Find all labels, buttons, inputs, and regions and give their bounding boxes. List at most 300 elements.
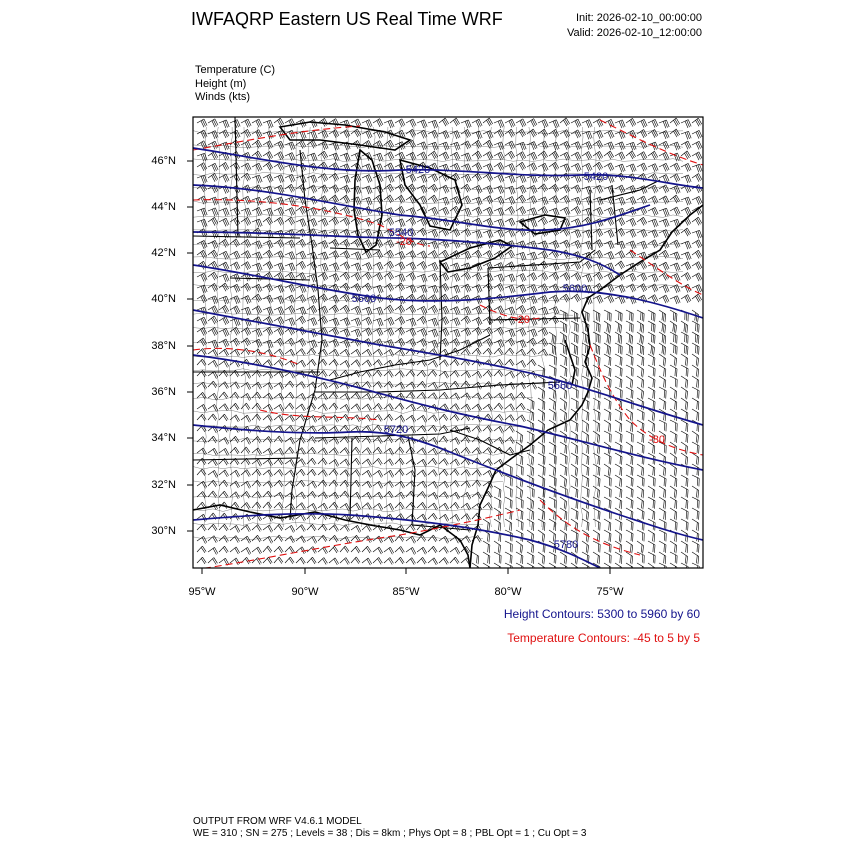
wind-barb-flag bbox=[291, 349, 294, 355]
wind-barb bbox=[494, 327, 504, 335]
wind-barb-flag bbox=[498, 164, 501, 170]
wind-barb bbox=[208, 340, 218, 348]
wind-barb bbox=[329, 217, 339, 225]
wind-barb-shaft bbox=[340, 294, 346, 299]
wind-barb bbox=[483, 305, 493, 313]
wind-barb-flag bbox=[401, 327, 404, 333]
wind-barb bbox=[670, 118, 680, 126]
wind-barb-flag bbox=[554, 273, 557, 279]
wind-barb-flag bbox=[478, 173, 481, 179]
wind-barb bbox=[208, 151, 218, 159]
wind-barb-flag bbox=[510, 152, 513, 158]
wind-barb bbox=[648, 263, 658, 271]
wind-barb bbox=[395, 119, 405, 127]
wind-barb bbox=[351, 306, 361, 314]
wind-barb bbox=[274, 175, 284, 183]
wind-barb bbox=[615, 197, 625, 205]
wind-barb-flag bbox=[289, 329, 292, 335]
wind-barb bbox=[494, 196, 504, 204]
wind-barb-shaft bbox=[571, 332, 578, 336]
wind-barb bbox=[274, 285, 284, 293]
wind-barb bbox=[318, 151, 328, 159]
wind-barb-flag bbox=[410, 131, 413, 137]
wind-barb-flag bbox=[466, 130, 469, 136]
wind-barb-flag bbox=[608, 346, 609, 354]
wind-barb-shaft bbox=[208, 272, 214, 277]
wind-barb-flag bbox=[486, 120, 489, 126]
wind-barb bbox=[472, 250, 482, 258]
wind-barb-flag bbox=[389, 273, 392, 279]
wind-barb-flag bbox=[596, 312, 597, 320]
wind-barb bbox=[439, 328, 449, 336]
wind-barb-flag bbox=[543, 218, 546, 224]
wind-barb-flag bbox=[522, 349, 525, 355]
wind-barb bbox=[296, 131, 306, 139]
wind-barb-flag bbox=[267, 164, 270, 170]
wind-barb-flag bbox=[674, 120, 677, 126]
wind-barb bbox=[219, 239, 229, 247]
wind-barb-flag bbox=[684, 323, 685, 331]
wind-barb bbox=[340, 207, 350, 215]
wind-barb bbox=[560, 354, 567, 366]
wind-barb-flag bbox=[631, 119, 634, 125]
wind-barb-flag bbox=[543, 350, 546, 356]
wind-barb bbox=[681, 163, 691, 171]
wind-barb bbox=[307, 305, 317, 313]
wind-barb bbox=[670, 174, 680, 182]
wind-barb-shaft bbox=[439, 118, 445, 123]
wind-barb-flag bbox=[389, 262, 392, 268]
wind-barb bbox=[362, 307, 372, 315]
wind-barb-flag bbox=[258, 349, 261, 355]
wind-barb-flag bbox=[663, 346, 664, 354]
wind-barb-flag bbox=[279, 119, 282, 125]
wind-barb-flag bbox=[632, 336, 633, 344]
wind-barb-flag bbox=[566, 118, 569, 124]
wind-barb-flag bbox=[245, 131, 248, 137]
wind-barb-flag bbox=[673, 131, 676, 137]
wind-barb-flag bbox=[235, 350, 238, 356]
wind-barb bbox=[648, 219, 658, 227]
wind-barb-flag bbox=[355, 241, 358, 247]
wind-barb-flag bbox=[697, 335, 698, 343]
wind-barb bbox=[472, 163, 482, 171]
wind-barb bbox=[241, 119, 251, 127]
wind-barb bbox=[648, 185, 658, 193]
wind-barb bbox=[593, 140, 603, 148]
wind-barb bbox=[417, 120, 427, 128]
wind-barb-flag bbox=[610, 326, 611, 334]
wind-barb bbox=[340, 318, 350, 326]
wind-barb-flag bbox=[642, 262, 645, 268]
wind-barb bbox=[417, 328, 427, 336]
wind-barb-flag bbox=[588, 358, 589, 366]
wind-barb-flag bbox=[225, 283, 228, 289]
wind-barb-flag bbox=[279, 328, 282, 334]
wind-barb-flag bbox=[278, 219, 281, 225]
wind-barb-flag bbox=[488, 339, 491, 345]
wind-barb-shaft bbox=[516, 195, 522, 200]
wind-barb-flag bbox=[675, 313, 676, 321]
wind-barb bbox=[637, 343, 644, 355]
wind-barb bbox=[285, 240, 295, 248]
wind-barb bbox=[637, 310, 644, 322]
wind-barb bbox=[648, 332, 655, 344]
wind-barb-shaft bbox=[538, 349, 544, 354]
wind-barb bbox=[450, 329, 460, 337]
wind-barb bbox=[516, 162, 526, 170]
wind-barb-flag bbox=[676, 129, 679, 135]
wind-barb bbox=[527, 119, 537, 127]
wind-barb bbox=[329, 339, 339, 347]
wind-barb-shaft bbox=[516, 162, 522, 167]
wind-barb-flag bbox=[598, 152, 601, 158]
wind-barb-flag bbox=[521, 196, 524, 202]
wind-barb-flag bbox=[564, 274, 567, 280]
wind-barb-flag bbox=[312, 306, 315, 312]
wind-barb-flag bbox=[695, 296, 698, 302]
wind-barb bbox=[538, 129, 548, 137]
wind-barb-flag bbox=[501, 162, 504, 168]
wind-barb bbox=[373, 185, 383, 193]
wind-barb-flag bbox=[379, 349, 382, 355]
wind-barb bbox=[318, 241, 328, 249]
wind-barb-flag bbox=[489, 118, 492, 124]
wind-barb-flag bbox=[453, 120, 456, 126]
wind-barb-flag bbox=[609, 152, 612, 158]
wind-barb-shaft bbox=[593, 343, 600, 347]
wind-barb-flag bbox=[335, 239, 338, 245]
wind-barb-flag bbox=[630, 335, 631, 343]
wind-barb-shaft bbox=[692, 294, 698, 299]
wind-barb-flag bbox=[236, 239, 239, 245]
wind-barb bbox=[483, 164, 493, 172]
wind-barb bbox=[395, 195, 405, 203]
wind-barb bbox=[692, 196, 702, 204]
wind-barb-flag bbox=[489, 327, 492, 333]
wind-barb bbox=[494, 274, 504, 282]
wind-barb-flag bbox=[354, 131, 357, 137]
wind-barb-shaft bbox=[648, 310, 655, 314]
wind-barb-flag bbox=[302, 349, 306, 355]
wind-barb bbox=[384, 217, 394, 225]
wind-barb bbox=[604, 321, 611, 333]
wind-barb bbox=[417, 251, 427, 259]
wind-barb-shaft bbox=[230, 239, 236, 244]
wind-barb bbox=[252, 306, 262, 314]
wind-barb-flag bbox=[676, 118, 679, 124]
wind-barb-flag bbox=[434, 305, 437, 311]
wind-barb-flag bbox=[543, 130, 546, 136]
wind-barb bbox=[417, 218, 427, 226]
wind-barb bbox=[340, 251, 350, 259]
wind-barb bbox=[604, 310, 611, 321]
wind-barb-flag bbox=[390, 261, 393, 267]
wind-barb bbox=[241, 129, 251, 137]
wind-barb bbox=[296, 175, 306, 183]
wind-barb-flag bbox=[586, 335, 587, 343]
wind-barb-flag bbox=[676, 326, 677, 334]
wind-barb bbox=[428, 305, 438, 313]
wind-barb-flag bbox=[696, 120, 699, 126]
wind-barb bbox=[197, 295, 207, 303]
wind-barb bbox=[681, 228, 691, 236]
wind-barb bbox=[483, 207, 493, 215]
wind-barb-flag bbox=[213, 152, 216, 158]
wind-barb-flag bbox=[213, 251, 216, 257]
wind-barb-flag bbox=[509, 340, 512, 346]
wind-barb-flag bbox=[487, 175, 490, 181]
wind-barb bbox=[692, 273, 702, 281]
wind-barb-flag bbox=[695, 313, 696, 321]
wind-barb bbox=[626, 310, 633, 322]
wind-barb-flag bbox=[696, 219, 699, 225]
wind-barb bbox=[208, 296, 218, 304]
wind-barb-flag bbox=[399, 208, 402, 214]
wind-barb-flag bbox=[410, 307, 413, 313]
wind-barb bbox=[560, 294, 570, 302]
wind-barb-flag bbox=[588, 261, 591, 267]
wind-barb bbox=[461, 229, 471, 237]
wind-barb-flag bbox=[563, 345, 564, 353]
wind-barb-flag bbox=[323, 350, 326, 356]
wind-barb bbox=[582, 152, 592, 160]
wind-barb-flag bbox=[410, 219, 413, 225]
wind-barb bbox=[538, 151, 548, 159]
wind-barb-flag bbox=[398, 285, 401, 291]
wind-barb bbox=[505, 119, 515, 127]
wind-barb bbox=[527, 329, 537, 337]
wind-barb bbox=[362, 141, 372, 149]
wind-barb-flag bbox=[344, 307, 347, 313]
wind-barb-flag bbox=[213, 174, 216, 180]
wind-barb-flag bbox=[433, 185, 436, 191]
wind-barb-flag bbox=[389, 218, 392, 224]
wind-barb-flag bbox=[410, 296, 413, 302]
wind-barb-flag bbox=[544, 129, 547, 135]
wind-barb-flag bbox=[498, 318, 501, 324]
wind-barb bbox=[461, 153, 471, 161]
wind-barb bbox=[538, 163, 548, 171]
wind-barb bbox=[241, 208, 251, 216]
wind-barb bbox=[274, 296, 284, 304]
wind-barb bbox=[549, 162, 559, 170]
wind-barb bbox=[296, 294, 306, 302]
wind-barb-flag bbox=[248, 327, 251, 333]
wind-barb bbox=[615, 152, 625, 160]
wind-barb bbox=[659, 196, 669, 204]
wind-barb-flag bbox=[476, 153, 479, 159]
wind-barb-flag bbox=[478, 151, 481, 157]
wind-barb-flag bbox=[445, 250, 448, 256]
wind-barb-flag bbox=[544, 151, 547, 157]
wind-barb-flag bbox=[554, 152, 557, 158]
wind-barb bbox=[274, 327, 284, 335]
wind-barb bbox=[560, 141, 570, 149]
wind-barb bbox=[681, 252, 691, 260]
wind-barb-flag bbox=[270, 316, 273, 322]
wind-barb bbox=[571, 142, 581, 150]
wind-barb bbox=[362, 130, 372, 138]
wind-barb bbox=[527, 263, 537, 271]
wind-barb-flag bbox=[387, 197, 391, 203]
wind-barb-flag bbox=[663, 324, 664, 332]
wind-barb-flag bbox=[389, 196, 393, 202]
wind-barb bbox=[197, 273, 207, 281]
wind-barb-flag bbox=[356, 284, 359, 290]
wind-barb-flag bbox=[565, 295, 568, 301]
wind-barb-flag bbox=[564, 230, 567, 236]
wind-barb bbox=[219, 283, 229, 291]
wind-barb-flag bbox=[655, 129, 658, 135]
wind-barb-flag bbox=[610, 347, 611, 355]
wind-barb bbox=[384, 317, 394, 325]
wind-barb-flag bbox=[643, 347, 644, 355]
wind-barb bbox=[450, 196, 460, 204]
wind-barb-flag bbox=[390, 217, 393, 223]
wind-barb bbox=[241, 217, 251, 225]
wind-barb-flag bbox=[465, 274, 468, 280]
wind-barb-flag bbox=[640, 335, 641, 343]
wind-barb-flag bbox=[278, 120, 281, 126]
wind-barb-flag bbox=[487, 142, 490, 148]
wind-barb-flag bbox=[553, 186, 556, 192]
wind-barb-flag bbox=[464, 318, 467, 324]
wind-barb-flag bbox=[555, 162, 558, 168]
field-label-temperature: Temperature (C) bbox=[195, 64, 276, 76]
wind-barb bbox=[549, 129, 559, 137]
wind-barb-flag bbox=[200, 340, 203, 346]
wind-barb-flag bbox=[523, 305, 526, 311]
wind-barb-flag bbox=[597, 153, 600, 159]
wind-barb-flag bbox=[212, 219, 215, 225]
wind-barb bbox=[417, 152, 427, 160]
wind-barb bbox=[384, 195, 394, 203]
wind-barb-flag bbox=[576, 295, 579, 301]
wind-barb bbox=[637, 152, 647, 160]
wind-barb bbox=[505, 141, 515, 149]
wind-barb bbox=[681, 120, 691, 128]
wind-barb-flag bbox=[641, 324, 642, 332]
wind-barb-shaft bbox=[571, 310, 578, 314]
wind-barb-flag bbox=[278, 329, 281, 335]
wind-barb-flag bbox=[665, 314, 666, 322]
wind-barb-flag bbox=[676, 195, 679, 201]
wind-barb bbox=[384, 305, 394, 313]
wind-barb-flag bbox=[236, 140, 240, 146]
wind-barb bbox=[505, 348, 514, 355]
wind-barb bbox=[428, 340, 438, 348]
wind-barb bbox=[406, 217, 416, 225]
wind-barb-flag bbox=[510, 339, 513, 345]
wind-barb-flag bbox=[520, 307, 523, 313]
wind-barb-flag bbox=[399, 175, 402, 181]
wind-barb bbox=[692, 164, 702, 172]
wind-barb-flag bbox=[246, 130, 249, 136]
wind-barb-flag bbox=[664, 273, 667, 279]
wind-barb bbox=[461, 307, 471, 315]
wind-barb-flag bbox=[541, 219, 544, 225]
wind-barb-flag bbox=[268, 163, 271, 169]
wind-barb-flag bbox=[676, 314, 677, 322]
wind-barb bbox=[538, 120, 548, 128]
wind-barb bbox=[571, 185, 581, 193]
wind-barb-flag bbox=[214, 261, 217, 267]
wind-barb-flag bbox=[312, 141, 315, 147]
wind-barb-shaft bbox=[384, 184, 390, 189]
wind-barb-flag bbox=[369, 239, 372, 245]
wind-barb-flag bbox=[367, 350, 370, 356]
wind-barb-flag bbox=[388, 219, 391, 225]
wind-barb-flag bbox=[335, 305, 338, 311]
wind-barb-flag bbox=[563, 120, 566, 126]
wind-barb-flag bbox=[300, 241, 303, 247]
wind-barb bbox=[571, 321, 578, 332]
wind-barb bbox=[670, 207, 680, 215]
init-value: 2026-02-10_00:00:00 bbox=[596, 12, 702, 24]
wind-barb-flag bbox=[574, 312, 575, 320]
wind-barb bbox=[505, 151, 515, 159]
wind-barb-flag bbox=[698, 294, 701, 300]
wind-barb-flag bbox=[553, 131, 556, 137]
wind-barb-flag bbox=[620, 229, 623, 235]
wind-barb bbox=[494, 229, 504, 237]
wind-barb-flag bbox=[512, 206, 515, 212]
wind-barb-flag bbox=[301, 317, 304, 323]
wind-barb-flag bbox=[641, 263, 644, 269]
wind-barb bbox=[505, 329, 515, 337]
wind-barb bbox=[329, 130, 339, 138]
wind-barb bbox=[263, 327, 273, 335]
wind-barb-flag bbox=[422, 229, 425, 235]
wind-barb bbox=[263, 174, 273, 182]
wind-barb bbox=[417, 185, 427, 193]
wind-barb-flag bbox=[322, 153, 325, 159]
wind-barb-flag bbox=[607, 324, 608, 332]
wind-barb bbox=[428, 195, 438, 203]
wind-barb-flag bbox=[662, 345, 663, 353]
wind-barb-flag bbox=[467, 184, 470, 190]
wind-barb bbox=[549, 196, 559, 204]
wind-barb-flag bbox=[368, 283, 371, 289]
wind-barb bbox=[527, 163, 537, 171]
wind-barb-shaft bbox=[373, 349, 379, 354]
wind-barb bbox=[472, 348, 481, 355]
wind-barb bbox=[274, 217, 284, 225]
wind-barb-flag bbox=[665, 325, 666, 333]
wind-barb bbox=[461, 208, 471, 216]
wind-barb-shaft bbox=[439, 250, 445, 255]
wind-barb bbox=[681, 141, 691, 149]
wind-barb-flag bbox=[687, 151, 690, 157]
wind-barb-flag bbox=[687, 228, 690, 234]
wind-barb bbox=[406, 119, 416, 127]
wind-barb-flag bbox=[248, 217, 251, 223]
wind-barb-flag bbox=[223, 164, 226, 170]
wind-barb bbox=[472, 327, 482, 335]
wind-barb bbox=[252, 294, 262, 302]
wind-barb bbox=[208, 197, 218, 205]
wind-barb bbox=[329, 295, 339, 303]
wind-barb-flag bbox=[665, 347, 666, 355]
wind-barb bbox=[483, 173, 493, 181]
wind-barb bbox=[516, 305, 526, 313]
wind-barb bbox=[406, 129, 416, 137]
wind-barb-flag bbox=[411, 185, 414, 191]
wind-barb bbox=[472, 131, 482, 139]
wind-barb-shaft bbox=[428, 151, 434, 156]
wind-barb bbox=[285, 263, 295, 271]
